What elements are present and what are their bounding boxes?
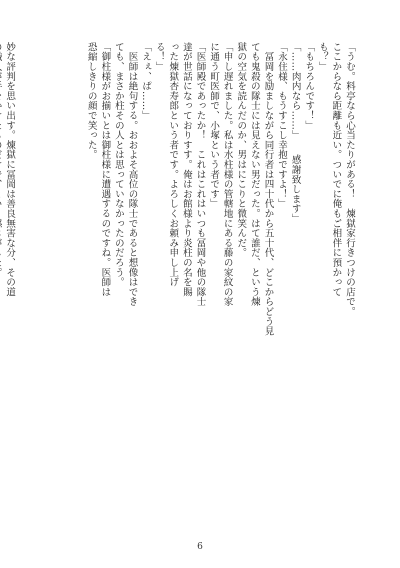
text-line: る！」 xyxy=(153,42,165,72)
text-line: も？」 xyxy=(316,42,328,72)
text-line: 「えぇ、ぱ……」 xyxy=(140,42,152,121)
page-number: 6 xyxy=(197,542,203,552)
text-line: 獄の空気を読んだのか、男はにこりと微笑んだ。 xyxy=(235,42,247,258)
text-line xyxy=(30,42,44,522)
text-line: ここからなら距離も近い。ついでに俺もご相伴に預かって xyxy=(330,42,342,297)
text-line: 達が世話になっておりすす。俺はお館様より炎柱の名を賜 xyxy=(180,42,192,297)
text-line xyxy=(71,42,85,522)
text-line: 「申し遅れました。私は水柱様の管轄地にある藤の家紋の家 xyxy=(221,42,233,307)
text-line: 冨岡を励ましながら同行者は四十代から五十代、どこからどう見 xyxy=(262,42,274,336)
text-line: 「永住様、もうすこし幸抱ですよ！」 xyxy=(276,42,288,209)
text-line: 「もちろんです！」 xyxy=(303,42,315,131)
text-line: ても鬼殺の隊士には見えない男だった。はて誰だ、という煉 xyxy=(248,42,260,307)
text-line: 「……肉内なら……」 感謝致します」 xyxy=(289,42,301,224)
vertical-text-body xyxy=(4,42,356,522)
text-line: った煉獄杏寿郎という者です。よろしくお頼み申し上げ xyxy=(167,42,179,287)
text-line xyxy=(57,42,71,522)
text-line xyxy=(43,42,57,522)
text-line: 「御柱様がお揃いとは御柱様に遭遇するのですね。医師は xyxy=(99,42,111,297)
text-line: 医師は絶句する。おおよそ高位の隊士であると想像はでき xyxy=(126,42,138,307)
text-line: 恐縮しきりの顔で笑った。 xyxy=(85,42,97,160)
text-line: 「うむ。料亭なら心当たりがある！ 煉獄家行きつけの店で。 xyxy=(344,42,355,317)
text-line: に通う町医師で、小塚という者です」 xyxy=(208,42,220,209)
text-line: 「医師殿であったか！ これはこれはいつも冨岡や他の隊士 xyxy=(194,42,206,307)
text-line: 妙な評判を思い出す。煉獄に冨岡は善良無害な分、その道 xyxy=(4,42,16,297)
text-line: ても、まさか柱その人とは思っていなかったのだろう。 xyxy=(112,42,124,287)
text-line xyxy=(16,42,30,522)
